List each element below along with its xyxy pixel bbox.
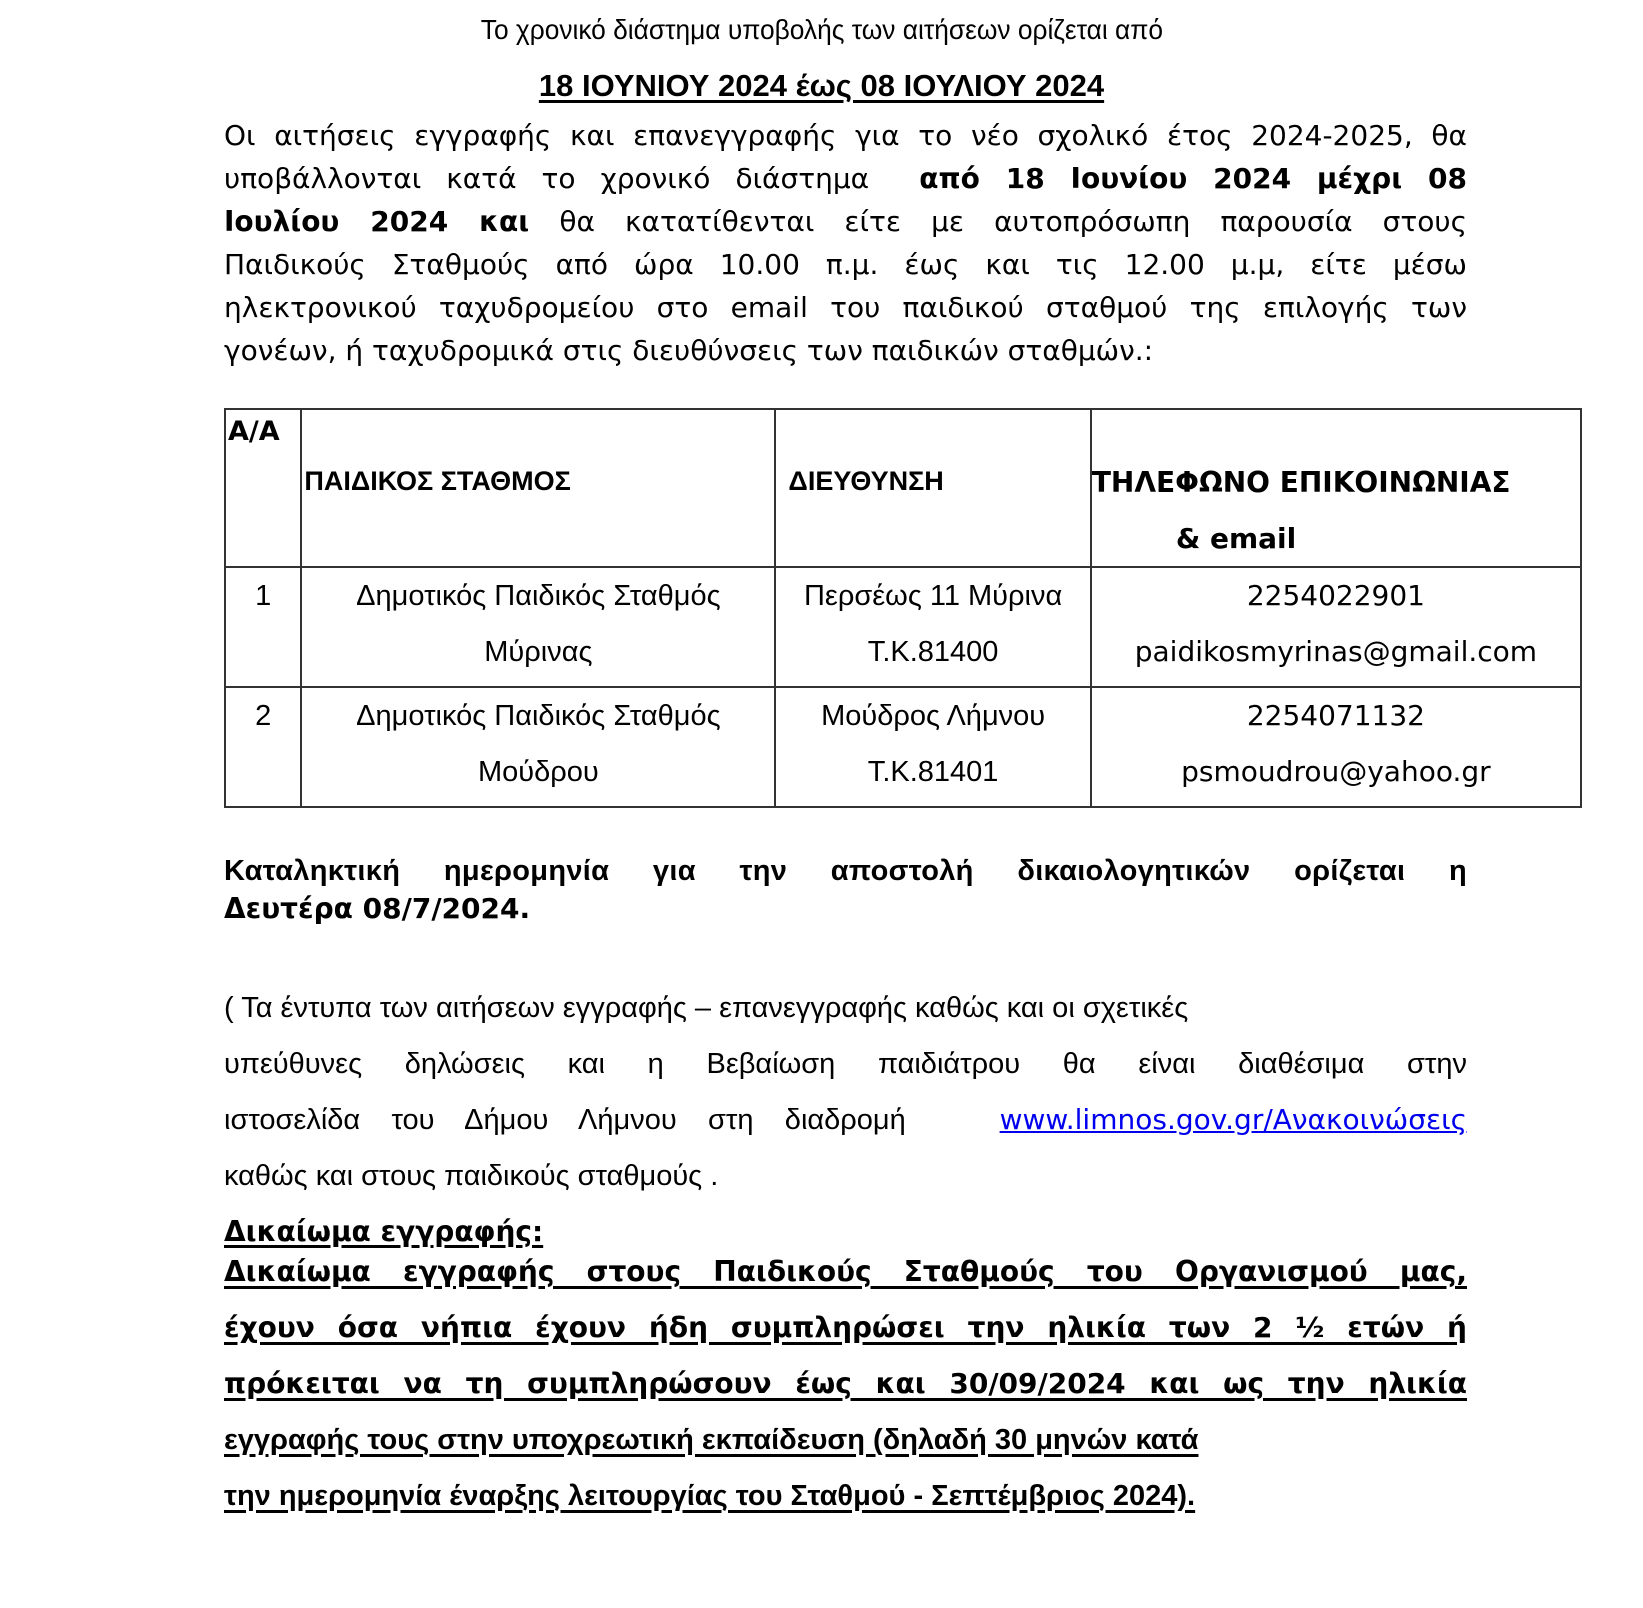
nursery-table <box>224 408 1582 808</box>
row-email[interactable]: psmoudrou@yahoo.gr <box>1181 755 1491 788</box>
header-name: ΠΑΙΔΙΚΟΣ ΣΤΑΘΜΟΣ <box>301 409 775 567</box>
paragraph-line: υποβάλλονται κατά το χρονικό διάστημα από 18 Ιουνίου 2024 μέχρι 08 <box>224 162 1467 195</box>
forms-line: καθώς και στους παιδικούς σταθμούς . <box>224 1160 719 1192</box>
submission-paragraph <box>224 114 1467 372</box>
forms-paragraph <box>224 980 1467 1204</box>
submission-date-range: 18 ΙΟΥΝΙΟΥ 2024 έως 08 ΙΟΥΛΙΟΥ 2024 <box>538 68 1105 103</box>
rights-title: Δικαίωμα εγγραφής: <box>224 1215 544 1248</box>
paragraph-line: Οι αιτήσεις εγγραφής και επανεγγραφής για το νέο σχολικό έτος 2024-2025, θα <box>224 119 1467 152</box>
bold-period: από 18 Ιουνίου 2024 μέχρι 08 <box>919 162 1467 195</box>
bold-period-end: Ιουλίου 2024 και <box>224 205 530 238</box>
row-name: Δημοτικός Παιδικός Σταθμός Μούδρου <box>301 687 775 807</box>
paragraph-line: γονέων, ή ταχυδρομικά στις διευθύνσεις των παιδικών σταθμών.: <box>224 334 1154 367</box>
deadline-line: Καταληκτική ημερομηνία για την αποστολή δικαιολογητικών ορίζεται η <box>224 855 1467 887</box>
intro-line: Το χρονικό διάστημα υποβολής των αιτήσεων ορίζεται από <box>480 14 1163 45</box>
deadline-notice <box>224 853 1467 927</box>
header-aa: Α/Α <box>225 409 301 567</box>
paragraph-line: ηλεκτρονικού ταχυδρομείου στο email του παιδικού σταθμού της επιλογής των <box>224 291 1467 324</box>
row-phone: 2254071132 <box>1246 699 1425 732</box>
row-phone: 2254022901 <box>1246 579 1425 612</box>
table-row <box>225 687 1581 807</box>
deadline-date: Δευτέρα 08/7/2024. <box>224 892 531 925</box>
table-row <box>225 567 1581 687</box>
rights-line: έχουν όσα νήπια έχουν ήδη συμπληρώσει την ηλικία των 2 ½ ετών ή <box>224 1311 1467 1344</box>
row-aa: 1 <box>225 567 301 687</box>
announcements-link[interactable]: www.limnos.gov.gr/Ανακοινώσεις <box>999 1103 1467 1136</box>
enrollment-rights <box>224 1212 1467 1532</box>
header-address: ΔΙΕΥΘΥΝΣΗ <box>775 409 1090 567</box>
paragraph-line: Παιδικούς Σταθμούς από ώρα 10.00 π.μ. έως και τις 12.00 μ.μ, είτε μέσω <box>224 248 1467 281</box>
forms-line: υπεύθυνες δηλώσεις και η Βεβαίωση παιδιάτρου θα είναι διαθέσιμα στην <box>224 1048 1467 1080</box>
rights-line: την ημερομηνία έναρξης λειτουργίας του Σταθμού - Σεπτέμβριος 2024). <box>224 1480 1196 1512</box>
row-contact <box>1091 687 1581 807</box>
header-contact: ΤΗΛΕΦΩΝΟ ΕΠΙΚΟΙΝΩΝΙΑΣ & email <box>1091 409 1581 567</box>
rights-line: πρόκειται να τη συμπληρώσουν έως και 30/09/2024 και ως την ηλικία <box>224 1367 1467 1400</box>
row-contact <box>1091 567 1581 687</box>
table-header-row <box>225 409 1581 567</box>
row-email[interactable]: paidikosmyrinas@gmail.com <box>1134 635 1538 668</box>
row-name: Δημοτικός Παιδικός Σταθμός Μύρινας <box>301 567 775 687</box>
rights-line: Δικαίωμα εγγραφής στους Παιδικούς Σταθμούς του Οργανισμού μας, <box>224 1255 1467 1288</box>
row-aa: 2 <box>225 687 301 807</box>
row-address: Μούδρος Λήμνου Τ.Κ.81401 <box>775 687 1090 807</box>
row-address: Περσέως 11 Μύρινα Τ.Κ.81400 <box>775 567 1090 687</box>
forms-line: ιστοσελίδα του Δήμου Λήμνου στη διαδρομή www.limnos.gov.gr/Ανακοινώσεις <box>224 1103 1467 1136</box>
rights-line: εγγραφής τους στην υποχρεωτική εκπαίδευση (δηλαδή 30 μηνών κατά <box>224 1424 1199 1456</box>
forms-line: ( Τα έντυπα των αιτήσεων εγγραφής – επανεγγραφής καθώς και οι σχετικές <box>224 992 1189 1024</box>
paragraph-line: Ιουλίου 2024 και θα κατατίθενται είτε με αυτοπρόσωπη παρουσία στους <box>224 205 1468 238</box>
